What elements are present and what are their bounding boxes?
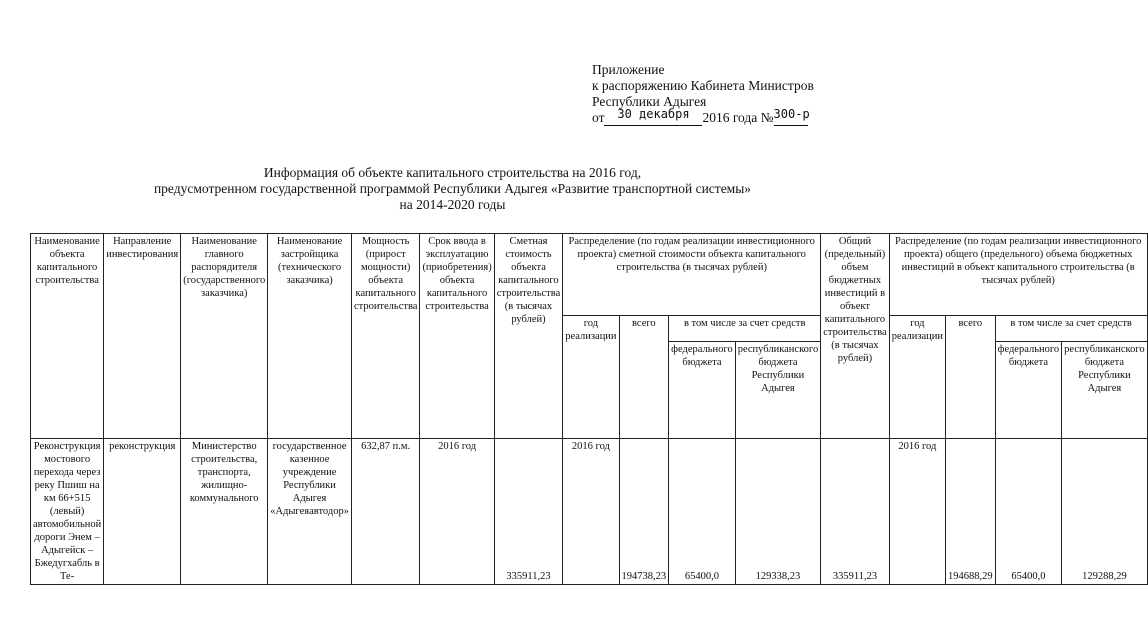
cell-estimate: 335911,23 xyxy=(494,439,563,585)
cell-direction: реконструкция xyxy=(104,439,181,585)
cell-bud-total: 194688,29 xyxy=(946,439,996,585)
document-title xyxy=(0,165,905,213)
header-estimate: Сметная стоимость объекта капитального строительства (в тысячах рублей) xyxy=(494,234,563,439)
header-distribution-budget: Распределение (по годам реализации инвестиционного проекта) общего (предельного) объема бюджетных инвестиций в объект капитального строительства (в тысячах рублей) xyxy=(889,234,1147,316)
appendix-republic-line: Республики Адыгея xyxy=(592,94,707,109)
order-number: 300-р xyxy=(773,107,810,121)
header-manager: Наименование главного распорядителя (государственного заказчика) xyxy=(181,234,268,439)
cell-bud-federal: 65400,0 xyxy=(995,439,1062,585)
cell-object-name: Реконструкция мостового перехода через реку Пшиш на км 66+515 (левый) автомобильной дороги Энем – Адыгейск – Бжедугхабль в Те- xyxy=(31,439,104,585)
cell-manager: Министерство строительства, транспорта, жилищно-коммунального xyxy=(181,439,268,585)
year-text: 2016 года № xyxy=(702,110,774,125)
header-est-total: всего xyxy=(619,316,669,439)
header-bud-total: всего xyxy=(946,316,996,439)
number-field xyxy=(773,107,810,126)
header-capacity: Мощность (прирост мощности) объекта капитального строительства xyxy=(351,234,420,439)
date-prefix: от xyxy=(592,110,605,125)
header-est-year: год реализации xyxy=(563,316,619,439)
cell-est-total: 194738,23 xyxy=(619,439,669,585)
cell-bud-republic: 129288,29 xyxy=(1062,439,1148,585)
cell-term: 2016 год xyxy=(420,439,494,585)
header-direction: Направление инвестирования xyxy=(104,234,181,439)
cell-est-federal: 65400,0 xyxy=(669,439,736,585)
header-term: Срок ввода в эксплуатацию (приобретения) объекта капитального строительства xyxy=(420,234,494,439)
date-field xyxy=(604,107,702,126)
approval-block xyxy=(592,62,892,126)
cell-est-republic: 129338,23 xyxy=(735,439,821,585)
header-bud-republic: республиканского бюджета Республики Адыгея xyxy=(1062,342,1148,439)
header-bud-incl: в том числе за счет средств xyxy=(995,316,1147,342)
appendix-date-line xyxy=(592,107,892,126)
cell-bud-year: 2016 год xyxy=(889,439,945,585)
cell-capacity: 632,87 п.м. xyxy=(351,439,420,585)
header-distribution-estimate: Распределение (по годам реализации инвестиционного проекта) сметной стоимости объекта капитального строительства (в тысячах рублей) xyxy=(563,234,821,316)
appendix-label: Приложение xyxy=(592,62,665,77)
header-est-incl: в том числе за счет средств xyxy=(669,316,821,342)
title-line-2: предусмотренном государственной программой Республики Адыгея «Развитие транспортной системы» xyxy=(153,181,752,196)
table-row xyxy=(31,439,1148,585)
date-value: 30 декабря xyxy=(617,107,690,121)
header-bud-year: год реализации xyxy=(889,316,945,439)
title-line-1: Информация об объекте капитального строительства на 2016 год, xyxy=(263,165,642,180)
header-object-name: Наименование объекта капитального строительства xyxy=(31,234,104,439)
title-line-3: на 2014-2020 годы xyxy=(399,197,506,212)
capital-object-table xyxy=(30,233,1148,585)
header-est-republic: республиканского бюджета Республики Адыгея xyxy=(735,342,821,439)
header-bud-federal: федерального бюджета xyxy=(995,342,1062,439)
header-developer: Наименование застройщика (технического заказчика) xyxy=(268,234,352,439)
cell-est-year: 2016 год xyxy=(563,439,619,585)
cell-total-budget: 335911,23 xyxy=(821,439,890,585)
header-total-budget: Общий (предельный) объем бюджетных инвестиций в объект капитального строительства (в тысячах рублей) xyxy=(821,234,890,439)
header-est-federal: федерального бюджета xyxy=(669,342,736,439)
appendix-order-line: к распоряжению Кабинета Министров xyxy=(592,78,814,93)
cell-developer: государственное казенное учреждение Республики Адыгея «Адыгеяавтодор» xyxy=(268,439,352,585)
